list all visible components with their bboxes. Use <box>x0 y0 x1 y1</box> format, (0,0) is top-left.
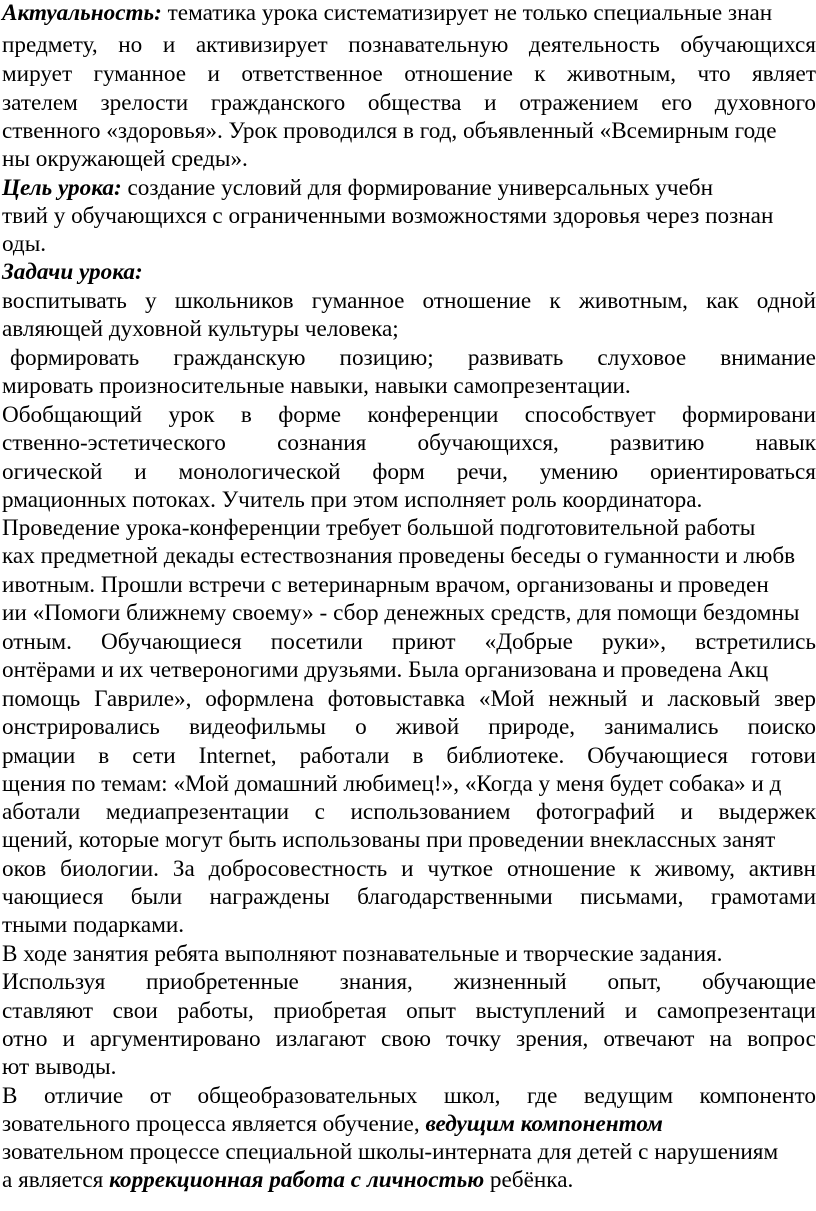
word: позицию; <box>339 345 434 371</box>
word: Internet, <box>198 743 277 769</box>
word: отно <box>2 1026 48 1052</box>
text-line <box>2 1026 816 1053</box>
text-line: щения по темам: «Мой домашний любимец!», «Когда у меня будет собака» и д <box>2 771 782 797</box>
word: использованием <box>350 799 511 825</box>
word: отношение <box>404 61 513 87</box>
word: Обучающиеся <box>587 743 728 769</box>
word: живой <box>395 714 460 740</box>
word: от <box>149 1083 172 1109</box>
word: Используя <box>2 969 106 995</box>
word: на <box>709 1026 733 1052</box>
word: в <box>240 402 252 428</box>
word: одной <box>756 288 816 314</box>
word: слуховое <box>597 345 687 371</box>
word: общества <box>367 90 462 116</box>
word: чуткое <box>427 856 494 882</box>
word: биологии. <box>60 856 159 882</box>
word: гражданского <box>210 90 346 116</box>
text-line: ках предметной декады естествознания проведены беседы о гуманности и любв <box>2 543 796 569</box>
word: формировать <box>10 345 140 371</box>
text-line <box>2 90 816 117</box>
text-line: тными подарками. <box>2 912 185 938</box>
word: медиапрезентации <box>105 799 290 825</box>
word: свои <box>112 998 158 1024</box>
word: природе, <box>488 714 576 740</box>
heading-lesson-tasks: Задачи урока: <box>2 259 143 285</box>
heading-lesson-goal: Цель урока: <box>2 175 122 201</box>
word: духовного <box>714 90 816 116</box>
word: ведущим <box>583 1083 674 1109</box>
word: онстрировались <box>2 714 160 740</box>
word: предмету, <box>2 32 98 58</box>
word: мирует <box>2 61 73 87</box>
word: сознания <box>277 430 367 456</box>
word: отношение <box>422 288 532 314</box>
text-line <box>2 629 816 656</box>
word: животным, <box>566 61 677 87</box>
word: «Мой <box>478 686 535 712</box>
word: о <box>355 714 367 740</box>
text-line: зовательном процессе специальной школы-интерната для детей с нарушениям <box>2 1139 779 1165</box>
word: ответственное <box>241 61 383 87</box>
word: в <box>98 743 110 769</box>
word: монологической <box>178 459 341 485</box>
word: излагают <box>275 1026 366 1052</box>
text-line <box>2 743 816 770</box>
word: форме <box>278 402 342 428</box>
word: развивать <box>467 345 564 371</box>
text-fragment: тематика урока систематизирует не только специальные знан <box>161 0 773 26</box>
word: звер <box>774 686 816 712</box>
text-line <box>2 884 816 911</box>
word: фотографий <box>535 799 655 825</box>
emphasis-leading-component: ведущим компонентом <box>425 1111 663 1137</box>
word: воспитывать <box>2 288 127 314</box>
word: речи, <box>456 459 508 485</box>
word: и <box>484 90 497 116</box>
word: и <box>680 799 693 825</box>
word: руки», <box>602 629 666 655</box>
heading-relevance: Актуальность: <box>2 0 162 26</box>
text-line: ют выводы. <box>2 1054 117 1080</box>
word: ставляют <box>2 998 94 1024</box>
word: занимались <box>604 714 719 740</box>
word: аботали <box>2 799 81 825</box>
text-line: мировать произносительные навыки, навыки самопрезентации. <box>2 373 631 399</box>
word: но <box>118 32 143 58</box>
text-line: авляющей духовной культуры человека; <box>2 316 399 342</box>
text-line <box>2 799 816 826</box>
word: активн <box>748 856 816 882</box>
word: ласковый <box>667 686 761 712</box>
word: что <box>697 61 731 87</box>
text-line <box>2 32 816 59</box>
word: поиско <box>747 714 816 740</box>
text-line: щений, которые могут быть использованы при проведении внеклассных занят <box>2 827 776 853</box>
word: гуманное <box>93 61 187 87</box>
word: приют <box>391 629 456 655</box>
word: приобретенные <box>146 969 299 995</box>
word: гражданскую <box>173 345 306 371</box>
word: животным, <box>578 288 688 314</box>
word: жизненный <box>453 969 567 995</box>
word: развитию <box>610 430 705 456</box>
word: конференции <box>367 402 499 428</box>
word: самопрезентаци <box>656 998 816 1024</box>
word: форм <box>372 459 425 485</box>
word: познавательную <box>348 32 509 58</box>
word: и <box>62 1026 75 1052</box>
word: обучающие <box>702 969 816 995</box>
text-line <box>2 998 816 1025</box>
word: внимание <box>720 345 816 371</box>
word: посетили <box>270 629 363 655</box>
word: добросовестность <box>208 856 388 882</box>
word: и <box>207 61 220 87</box>
word: отражением <box>519 90 639 116</box>
word: рмации <box>2 743 76 769</box>
text-line <box>2 969 816 996</box>
word: и <box>641 686 654 712</box>
word: ориентироваться <box>649 459 816 485</box>
word: нежный <box>548 686 628 712</box>
text-fragment: а является <box>2 1167 110 1193</box>
text-fragment: создание условий для формирование универсальных учебн <box>121 175 714 201</box>
word: работали <box>299 743 390 769</box>
word: отным. <box>2 629 72 655</box>
word: письмами, <box>580 884 684 910</box>
text-line <box>10 345 816 372</box>
word: знания, <box>339 969 413 995</box>
word: работы, <box>177 998 254 1024</box>
word: умению <box>539 459 619 485</box>
word: и <box>162 32 176 58</box>
word: оформлена <box>205 686 314 712</box>
word: и <box>401 856 414 882</box>
text-line <box>2 175 816 202</box>
word: готови <box>750 743 816 769</box>
word: школ, <box>443 1083 501 1109</box>
word: и <box>134 459 147 485</box>
word: Обучающиеся <box>101 629 242 655</box>
text-line <box>2 856 816 883</box>
word: сети <box>132 743 176 769</box>
text-line: ии «Помоги ближнему своему» - сбор денежных средств, для помощи бездомны <box>2 600 800 626</box>
word: «Добрые <box>484 629 573 655</box>
word: где <box>526 1083 558 1109</box>
text-line <box>2 1111 816 1138</box>
word: аргументировано <box>89 1026 261 1052</box>
word: навык <box>755 430 816 456</box>
word: активизирует <box>195 32 328 58</box>
word: видеофильмы <box>189 714 326 740</box>
word: опыт <box>406 998 456 1024</box>
text-line: оды. <box>2 231 47 257</box>
word: компоненто <box>699 1083 816 1109</box>
word: с <box>314 799 325 825</box>
word: к <box>629 856 641 882</box>
word: урок <box>168 402 215 428</box>
text-line <box>2 430 816 457</box>
word: общеобразовательных <box>197 1083 418 1109</box>
word: благодарственными <box>357 884 553 910</box>
word: к <box>534 61 546 87</box>
text-fragment: ребёнка. <box>484 1167 574 1193</box>
word: как <box>706 288 739 314</box>
word: В <box>2 1083 18 1109</box>
word: и <box>624 998 638 1024</box>
text-fragment: зовательного процесса является обучение, <box>2 1111 426 1137</box>
word: выдержек <box>718 799 816 825</box>
word: зрелости <box>100 90 189 116</box>
word: опыт, <box>607 969 662 995</box>
word: оков <box>2 856 47 882</box>
word: Обобщающий <box>2 402 143 428</box>
word: отношение <box>507 856 616 882</box>
word: гуманное <box>311 288 405 314</box>
text-line: онтёрами и их четвероногими друзьями. Была организована и проведена Акц <box>2 657 769 683</box>
word: библиотеке. <box>446 743 565 769</box>
text-line: В ходе занятия ребята выполняют познавательные и творческие задания. <box>2 941 723 967</box>
word: Гавриле», <box>94 686 192 712</box>
word: отвечают <box>603 1026 695 1052</box>
word: награждены <box>209 884 330 910</box>
text-line <box>2 686 816 713</box>
word: деятельность <box>528 32 660 58</box>
text-line: ивотным. Прошли встречи с ветеринарным врачом, организованы и проведен <box>2 572 769 598</box>
word: грамотами <box>710 884 816 910</box>
text-line: твий у обучающихся с ограниченными возможностями здоровья через познан <box>2 203 774 229</box>
word: За <box>172 856 195 882</box>
text-line <box>2 714 816 741</box>
word: чающиеся <box>2 884 104 910</box>
text-line <box>2 459 816 486</box>
word: отличие <box>43 1083 124 1109</box>
word: обучающихся, <box>417 430 559 456</box>
word: в <box>412 743 424 769</box>
word: были <box>130 884 183 910</box>
word: ственно-эстетического <box>2 430 226 456</box>
word: школьников <box>174 288 294 314</box>
word: вопрос <box>747 1026 816 1052</box>
text-line <box>2 402 816 429</box>
text-line <box>2 61 816 88</box>
word: выступлений <box>475 998 606 1024</box>
text-line: ны окружающей среды». <box>2 146 248 172</box>
word: живому, <box>654 856 735 882</box>
word: обучающихся <box>680 32 816 58</box>
word: точку <box>445 1026 501 1052</box>
word: огической <box>2 459 103 485</box>
word: к <box>549 288 561 314</box>
word: у <box>145 288 157 314</box>
word: способствует <box>524 402 656 428</box>
word: фотовыставка <box>327 686 466 712</box>
word: свою <box>380 1026 431 1052</box>
word: его <box>661 90 693 116</box>
text-line: Проведение урока-конференции требует большой подготовительной работы <box>2 515 756 541</box>
text-line <box>2 1167 816 1194</box>
word: формировани <box>682 402 816 428</box>
word: зателем <box>2 90 78 116</box>
word: зрения, <box>516 1026 589 1052</box>
text-line: рмационных потоках. Учитель при этом исполняет роль координатора. <box>2 487 703 513</box>
text-line <box>2 288 816 315</box>
text-line <box>2 1083 816 1110</box>
word: встретились <box>695 629 816 655</box>
text-line <box>2 0 816 27</box>
emphasis-correctional-work: коррекционная работа с личностью <box>109 1167 485 1193</box>
word: приобретая <box>273 998 387 1024</box>
text-line: ственного «здоровья». Урок проводился в год, объявленный «Всемирным годе <box>2 118 777 144</box>
word: помощь <box>2 686 81 712</box>
word: являет <box>751 61 816 87</box>
